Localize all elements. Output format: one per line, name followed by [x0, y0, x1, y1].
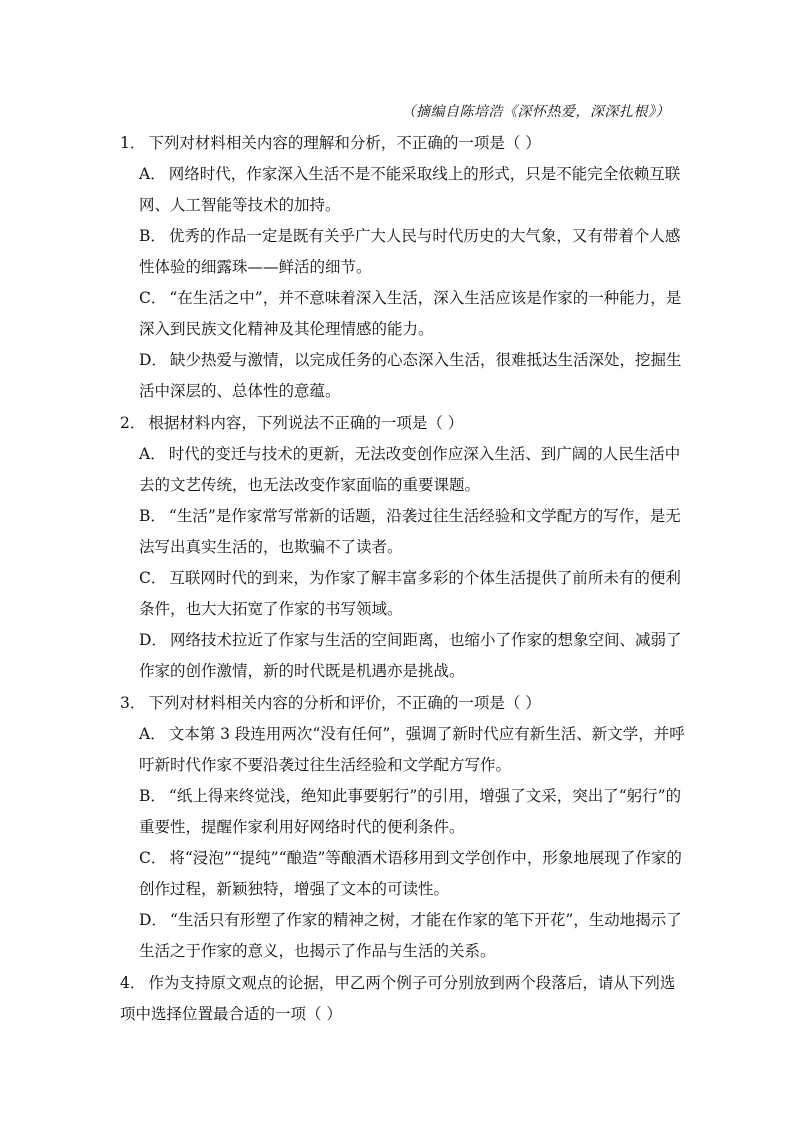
question-3: [120, 688, 690, 967]
option-letter: B．: [139, 787, 166, 805]
question-number: 2．: [120, 414, 146, 432]
option-c: [139, 843, 690, 905]
option-text: 优秀的作品一定是既有关乎广大人民与时代历史的大气象，又有带着个人感性体验的细露珠——鲜活的细节。: [139, 227, 681, 276]
option-text: “纸上得来终觉浅，绝知此事要躬行”的引用，增强了文采，突出了“躬行”的重要性，提醒作家利用好网络时代的便利条件。: [139, 787, 682, 836]
option-a: [139, 159, 690, 221]
option-text: “在生活之中”，并不意味着深入生活，深入生活应该是作家的一种能力，是深入到民族文化精神及其伦理情感的能力。: [139, 289, 682, 338]
question-number: 3．: [120, 694, 146, 712]
option-b: [139, 501, 690, 563]
option-letter: A．: [139, 725, 166, 743]
option-letter: C．: [139, 569, 167, 587]
question-text: 作为支持原文观点的论据，甲乙两个例子可分别放到两个段落后，请从下列选项中选择位置最合适的一项（ ）: [120, 974, 676, 1023]
option-letter: D．: [139, 631, 167, 649]
question-text: 根据材料内容，下列说法不正确的一项是（ ）: [148, 414, 464, 432]
option-text: 网络技术拉近了作家与生活的空间距离，也缩小了作家的想象空间、减弱了作家的创作激情，新的时代既是机遇亦是挑战。: [139, 631, 682, 680]
option-text: “生活只有形塑了作家的精神之树，才能在作家的笔下开花”，生动地揭示了生活之于作家的意义，也揭示了作品与生活的关系。: [139, 911, 682, 960]
option-text: “生活”是作家常写常新的话题，沿袭过往生活经验和文学配方的写作，是无法写出真实生活的，也欺骗不了读者。: [139, 507, 681, 556]
question-text: 下列对材料相关内容的分析和评价，不正确的一项是（ ）: [148, 694, 541, 712]
option-letter: C．: [139, 849, 167, 867]
question-stem: [120, 968, 690, 1030]
question-number: 4．: [120, 974, 146, 992]
option-text: 网络时代，作家深入生活不是不能采取线上的形式，只是不能完全依赖互联网、人工智能等技术的加持。: [139, 165, 681, 214]
option-d: [139, 345, 690, 407]
option-b: [139, 781, 690, 843]
option-text: 将“浸泡”“提纯”“酿造”等酿酒术语移用到文学创作中，形象地展现了作家的创作过程，新颖独特，增强了文本的可读性。: [139, 849, 682, 898]
question-4: [120, 968, 690, 1030]
option-c: [139, 563, 690, 625]
question-1: [120, 128, 690, 407]
option-d: [139, 625, 690, 687]
option-letter: D．: [139, 911, 167, 929]
option-letter: A．: [139, 165, 166, 183]
option-b: [139, 221, 690, 283]
question-text: 下列对材料相关内容的理解和分析，不正确的一项是（ ）: [148, 134, 541, 152]
option-text: 缺少热爱与激情，以完成任务的心态深入生活，很难抵达生活深处，挖掘生活中深层的、总体性的意蕴。: [139, 351, 682, 400]
option-text: 互联网时代的到来，为作家了解丰富多彩的个体生活提供了前所未有的便利条件，也大大拓宽了作家的书写领域。: [139, 569, 681, 618]
question-stem: [120, 408, 690, 439]
option-letter: D．: [139, 351, 167, 369]
option-letter: A．: [139, 445, 166, 463]
option-letter: B．: [139, 227, 166, 245]
option-text: 文本第 3 段连用两次“没有任何”，强调了新时代应有新生活、新文学，并呼吁新时代作家不要沿袭过往生活经验和文学配方写作。: [139, 725, 685, 774]
option-d: [139, 905, 690, 967]
source-citation: （摘编自陈培浩《深怀热爱，深深扎根》）: [401, 104, 670, 120]
option-a: [139, 719, 690, 781]
question-stem: [120, 688, 690, 719]
question-stem: [120, 128, 690, 159]
question-number: 1．: [120, 134, 146, 152]
option-letter: B．: [139, 507, 166, 525]
question-2: [120, 408, 690, 687]
option-c: [139, 283, 690, 345]
option-a: [139, 439, 690, 501]
option-letter: C．: [139, 289, 167, 307]
option-text: 时代的变迁与技术的更新，无法改变创作应深入生活、到广阔的人民生活中去的文艺传统，也无法改变作家面临的重要课题。: [139, 445, 681, 494]
